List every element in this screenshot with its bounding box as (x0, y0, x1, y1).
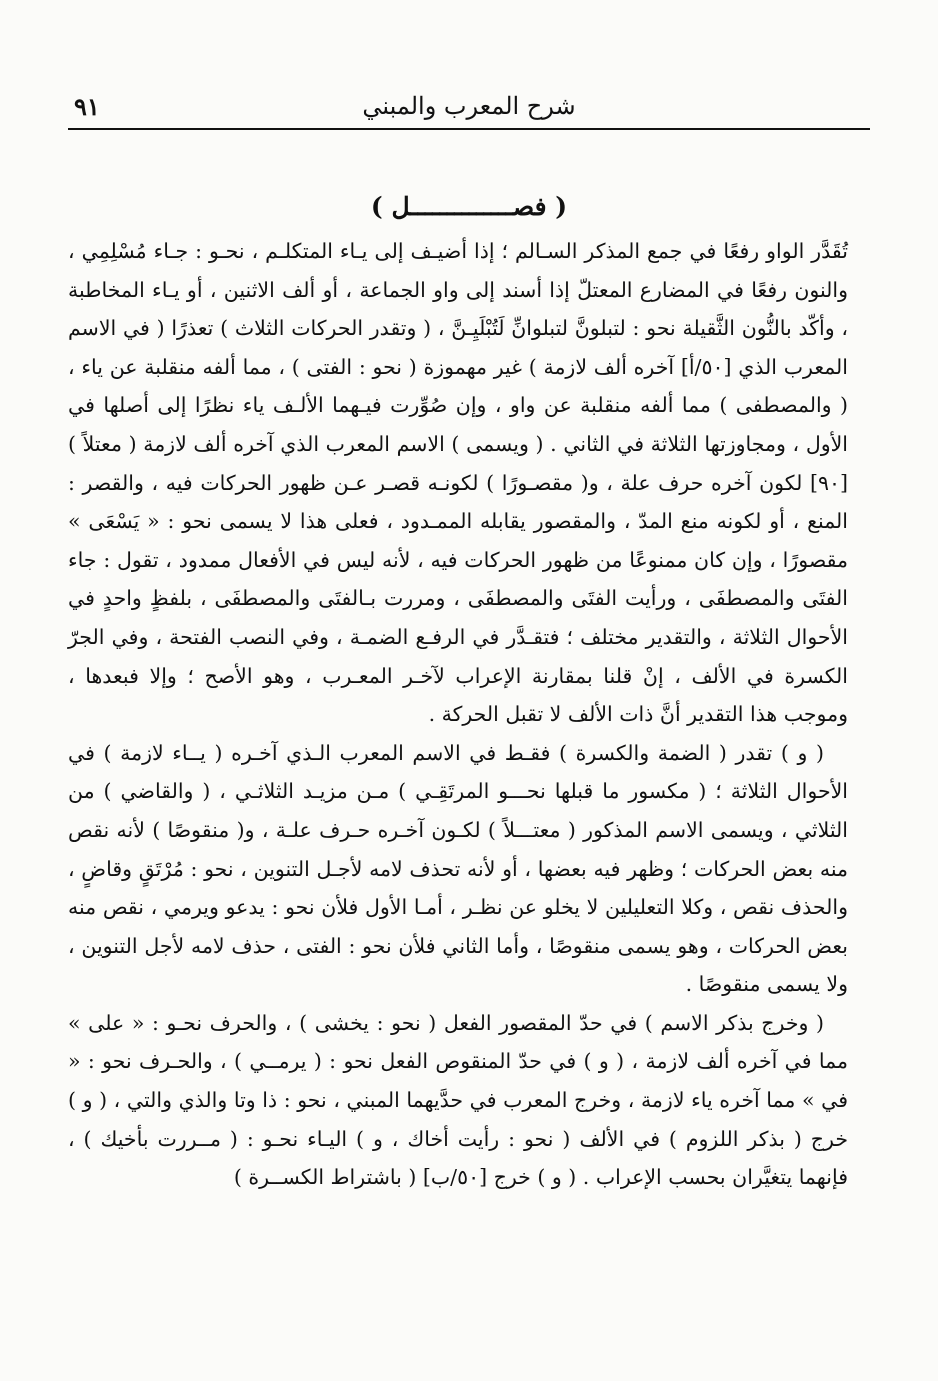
body-text (68, 232, 848, 1197)
section-heading: ( فصــــــــــــــل ) (370, 192, 568, 221)
running-title: شرح المعرب والمبني (362, 92, 576, 120)
paragraph: ( و ) تقدر ( الضمة والكسرة ) فقـط في الاسم المعرب الـذي آخـره ( يــاء لازمة ) في الأحوال الثلاثة ؛ ( مكسور ما قبلها نحـــو المرتَقِـي ) مـن مزيـد الثلاثـي ، ( والقاضي ) من الثلاثي ، ويسمى الاسم المذكور ( معتـــلاً ) لكـون آخـره حـرف علـة ، و( منقوصًا ) لأنه نقص منه بعض الحركات ؛ وظهر فيه بعضها ، أو لأنه تحذف لامه لأجـل التنوين ، نحو : مُرْتَقٍ وقاضٍ ، والحذف نقص ، وكلا التعليلين لا يخلو عن نظـر ، أمـا الأول فلأن نحو : يدعو ويرمي ، نقص منه بعض الحركات ، وهو يسمى منقوصًا ، وأما الثاني فلأن نحو : الفتى ، حذف لامه لأجل التنوين ، ولا يسمى منقوصًا . (68, 740, 848, 997)
paragraph: ( وخرج بذكر الاسم ) في حدّ المقصور الفعل ( نحو : يخشى ) ، والحرف نحـو : « على » مما في آخره ألف لازمة ، ( و ) في حدّ المنقوص الفعل نحو : ( يرمــي ) ، والحـرف نحو : « في » مما آخره ياء لازمة ، وخرج المعرب في حدَّيهما المبني ، نحو : ذا وتا والذي والتي ، ( و ) خرج ( بذكر اللزوم ) في الألف ( نحو : رأيت أخاك ، و ) اليـاء نحـو : ( مــررت بأخيك ) ، فإنهما يتغيَّران بحسب الإعراب . ( و ) خرج [٥٠/ب] ( باشتراط الكســرة ) (68, 1010, 848, 1190)
page-number: ٩١ (74, 92, 100, 121)
paragraph: تُقَدَّر الواو رفعًا في جمع المذكر السـالم ؛ إذا أضيـف إلى يـاء المتكلـم ، نحـو : جـاء مُسْلِمِي ، والنون رفعًا في المضارع المعتلّ إذا أسند إلى واو الجماعة ، أو ألف الاثنين ، أو يـاء المخاطبة ، وأكّد بالنُّون الثَّقيلة نحو : لتبلونَّ لتبلوانِّ لَتُبْلَيِـنَّ ، ( وتقدر الحركات الثلاث ) تعذرًا ( في الاسم المعرب الذي [٥٠/أ] آخره ألف لازمة ) غير مهموزة ( نحو : الفتى ) ، مما ألفه منقلبة عن ياء ، ( والمصطفى ) مما ألفه منقلبة عن واو ، وإن صُوِّرت فيـهما الألـف ياء نظرًا إلى أصلها في الأول ، ومجاوزتها الثلاثة في الثاني . ( ويسمى ) الاسم المعرب الذي آخره ألف لازمة ( معتلاً ) [٩٠] لكون آخره حرف علة ، و( مقصـورًا ) لكونـه قصـر عـن ظهور الحركات فيه ، والقصر : المنع ، أو لكونه منع المدّ ، والمقصور يقابله الممـدود ، فعلى هذا لا يسمى نحو : « يَسْعَى » مقصورًا ، وإن كان ممنوعًا من ظهور الحركات فيه ، لأنه ليس في الأفعال ممدود ، تقول : جاء الفتَى والمصطفَى ، ورأيت الفتَى والمصطفَى ، ومررت بـالفتَى والمصطفَى ، بلفظٍ واحدٍ في الأحوال الثلاثة ، والتقدير مختلف ؛ فتقـدَّر في الرفـع الضمـة ، وفي النصب الفتحة ، وفي الجرّ الكسرة في الألف ، إنْ قلنا بمقارنة الإعراب لآخـر المعـرب ، وهو الأصح ؛ وإلا فبعدها ، وموجب هذا التقدير أنَّ ذات الألف لا تقبل الحركة . (68, 239, 848, 727)
page-header (68, 88, 870, 130)
